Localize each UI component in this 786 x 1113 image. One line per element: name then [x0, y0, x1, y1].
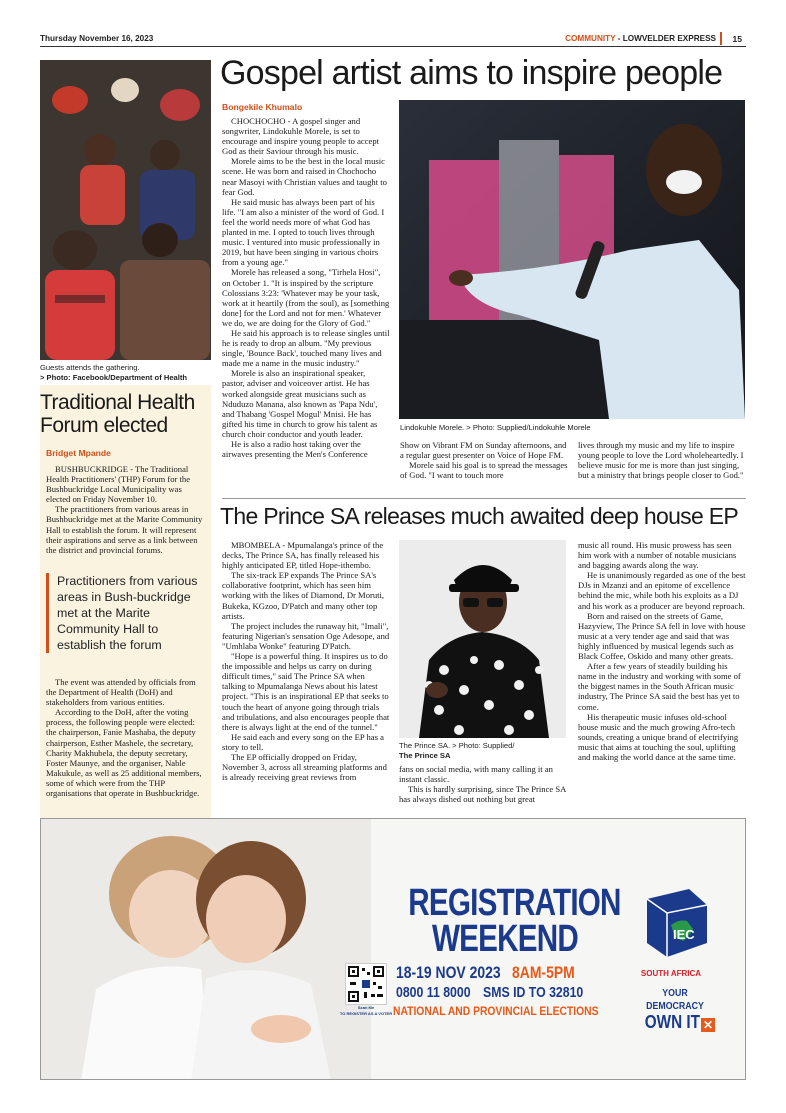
health-para-2: The practitioners from various areas in Bushbuckridge met at the Marite Community Hall to establish the forum. It will represent their aspirations and serve as a link between the district and provincial forums.	[46, 504, 203, 555]
prince-col2-para-2: This is hardly surprising, since The Prince SA has always dished out nothing but great	[399, 784, 566, 805]
prince-col3-para-1: music all round. His music prowess has seen him work with a number of notable musicians and bagging awards along the way.	[578, 540, 737, 571]
gospel-para-1: CHOCHOCHO - A gospel singer and songwriter, Lindokuhle Morele, is set to encourage and inspire young people to accept God as their Saviour through his music.	[222, 116, 380, 157]
prince-photo-caption	[399, 741, 566, 760]
slogan-line-2-row	[627, 1013, 723, 1032]
iec-logo-text: IEC	[673, 927, 695, 942]
morele-photo-caption: Lindokuhle Morele. > Photo: Supplied/Lindokuhle Morele	[400, 423, 591, 432]
qr-small-label: Scan Me	[357, 1005, 375, 1010]
gospel-col-1	[222, 116, 390, 459]
contact-row	[396, 984, 636, 1001]
gospel-para-2: Morele aims to be the best in the local music scene. He was born and raised in Chochocho near Masoyi with Christian values and taught to fear God.	[222, 156, 387, 197]
prince-col-2	[399, 764, 567, 804]
elections-line: NATIONAL AND PROVINCIAL ELECTIONS	[393, 1004, 599, 1018]
pullquote-text: Practitioners from various areas in Bush-buckridge met at the Marite Community Hall to establish the forum	[57, 574, 198, 652]
health-para-1: BUSHBUCKRIDGE - The Traditional Health Practitioners' (THP) Forum for the Bushbuckridge Local Municipality was elected on Friday November 10.	[46, 464, 191, 505]
registration-dates: 18-19 NOV 2023	[396, 963, 501, 982]
paper-name: LOWVELDER EXPRESS	[622, 34, 716, 43]
prince-col3-para-3: Born and raised on the streets of Game, Hazyview, The Prince SA fell in love with house music at a very tender age and said that was highly influenced by musical legends such as Black Coffee, Oskido and many other greats.	[578, 610, 746, 662]
prince-para-4: "Hope is a powerful thing. It inspires us to do the impossible and helps us carry on during difficult times," said The Prince SA when talking to Mpumalanga News about his latest project. "This is an inspirational EP that seeks to touch the heart of anyone going through trials and tribulations, and also encourages people that there is always light at the end of the tunnel."	[222, 651, 390, 732]
prince-caption-line-1: The Prince SA. > Photo: Supplied/	[399, 741, 515, 750]
iec-advert[interactable]	[40, 818, 746, 1080]
iec-logo-box	[627, 885, 715, 989]
ballot-x-icon: ✕	[702, 1018, 714, 1032]
gospel-col-2	[400, 440, 568, 480]
prince-col-3	[578, 540, 746, 762]
helpline-number[interactable]: 0800 11 8000	[396, 984, 471, 1001]
gospel-para-4: Morele has released a song, "Tirhela Hosi", on October 1. "It is inspired by the scripture Colossians 3:23: 'Whatever may be your task, work at it heartily (from the soul), as [something done] for the Lord and not for men.' Whatever we do, we are doing for the Glory of God."	[222, 267, 390, 328]
gathering-photo	[40, 60, 211, 360]
advert-photo	[41, 819, 371, 1080]
page-header	[40, 30, 746, 46]
gospel-col3-para-1: lives through my music and my life to inspire young people to love the Lord wholeheartedly. I believe music for me is more than just singing, but a ministry that brings people closer to God."	[578, 440, 744, 481]
dates-row	[396, 963, 636, 983]
slogan-line-2: OWN IT	[644, 1012, 700, 1032]
gospel-col2-para-1: Show on Vibrant FM on Sunday afternoons, and a regular guest presenter on Voice of Hope FM.	[400, 440, 567, 461]
ballot-box-icon	[627, 885, 715, 965]
section-name: COMMUNITY	[565, 34, 616, 43]
prince-para-5: He said each and every song on the EP has a story to tell.	[222, 731, 384, 752]
gathering-photo-caption	[40, 363, 215, 382]
issue-date: Thursday November 16, 2023	[40, 34, 154, 43]
caption-line-1: Guests attends the gathering.	[40, 363, 140, 372]
gospel-para-3: He said music has always been part of his life. "I am also a minister of the word of God. I feel the world needs more of what God has planted in me. I opted to touch lives through music. I ventured into music professionally in 2019, but have been singing in various choirs from a young age."	[222, 196, 385, 268]
gospel-para-7: He is also a radio host taking over the airwaves presenting the Men's Conference	[222, 439, 368, 460]
prince-col3-para-4: After a few years of steadily building his name in the industry and working with some of the biggest names in the South African music industry, The Prince SA said the best has yet to come.	[578, 661, 741, 712]
prince-col-1	[222, 540, 390, 782]
health-pullquote	[46, 573, 206, 653]
caption-line-2: > Photo: Facebook/Department of Health	[40, 372, 188, 382]
gospel-headline: Gospel artist aims to inspire people	[220, 54, 723, 92]
prince-para-6: The EP officially dropped on Friday, November 3, across all streaming platforms and is already receiving great reviews from	[222, 751, 387, 783]
health-headline: Traditional Health Forum elected	[40, 391, 195, 437]
qr-icon	[346, 964, 386, 1004]
header-divider	[720, 32, 722, 45]
gospel-byline: Bongekile Khumalo	[222, 102, 303, 112]
health-para-3: The event was attended by officials from the Department of Health (DoH) and stakeholders from various entities.	[46, 677, 196, 708]
prince-headline: The Prince SA releases much awaited deep house EP	[220, 503, 739, 529]
registration-hours: 8AM-5PM	[511, 963, 575, 982]
title-line-1: REGISTRATION	[408, 882, 621, 924]
prince-rule	[222, 498, 746, 499]
health-article	[40, 385, 211, 835]
prince-col2-para-1: fans on social media, with many calling it an instant classic.	[399, 764, 553, 785]
title-line-2: WEEKEND	[431, 918, 579, 960]
registration-title	[381, 882, 629, 960]
gospel-col2-para-2: Morele said his goal is to spread the messages of God. "I want to touch more	[400, 460, 568, 481]
section-label	[565, 34, 716, 43]
page-number: 15	[732, 34, 742, 44]
gospel-col-3	[578, 440, 746, 480]
health-body-1	[46, 464, 206, 555]
gospel-para-5: He said his approach is to release singles until he is ready to drop an album. "My previous single, 'Bounce Back', touched many lives and made me a name in the music industry."	[222, 327, 390, 369]
morele-photo	[399, 100, 745, 419]
health-para-4: According to the DoH, after the voting process, the following people were elected: the chairperson, Fanie Mashaba, the deputy chairperson, Esther Mashele, the secretary, Charity Makhubela, the deputy secretary, Foster Maunye, and the organiser, Nable Makukule, as well as 25 additional members, some of which were from the THP organisations that operate in Bushbuckridge.	[46, 707, 202, 799]
gospel-para-6: Morele is also an inspirational speaker, pastor, adviser and voiceover artist. He has worked alongside great musicians such as Nduduzo Manana, also known as 'Papa Ndu', and Thabang 'Gospel Mogul' Mnisi. He has gifted his time in church to grow his talent as church choir conductor and youth leader.	[222, 368, 378, 439]
prince-col3-para-2: He is unanimously regarded as one of the best DJs in Mzanzi and an epitome of excellence behind the mic, while both his exploits as a DJ and his work as a producer are beyond reproach.	[578, 570, 746, 611]
slogan-block	[627, 987, 723, 1032]
health-body-2	[46, 677, 206, 798]
qr-code[interactable]	[345, 963, 387, 1005]
prince-para-1: MBOMBELA - Mpumalanga's prince of the decks, The Prince SA, has finally released his highly anticipated EP, titled Hope-ithembo.	[222, 540, 384, 571]
health-byline: Bridget Mpande	[46, 448, 111, 458]
sms-instruction[interactable]: SMS ID TO 32810	[482, 984, 584, 1001]
prince-para-2: The six-track EP expands The Prince SA's collaborative footprint, which has seen him working with the likes of Diamond, Dr Moruti, Bukeka, KGzoo, D'Patch and many other top artists.	[222, 570, 385, 621]
prince-col3-para-5: His therapeutic music infuses old-school house music and the much growing Afro-tech sounds, creating a unique brand of electrifying music that aims at touching the soul, uplifting and making the world dance at the same time.	[578, 711, 739, 762]
prince-para-3: The project includes the runaway hit, "Imali", featuring Nigerian's sensation Oge Adesope, and "Umhlaba Wonke" featuring D'Patch.	[222, 620, 390, 651]
header-rule	[40, 46, 746, 47]
slogan-line-1: YOUR DEMOCRACY	[646, 988, 704, 1012]
section-separator: -	[615, 34, 623, 43]
iec-country: SOUTH AFRICA	[640, 969, 702, 978]
prince-caption-line-2: The Prince SA	[399, 750, 451, 760]
prince-photo	[399, 540, 566, 738]
qr-caption: TO REGISTER AS A VOTER	[339, 1011, 393, 1016]
